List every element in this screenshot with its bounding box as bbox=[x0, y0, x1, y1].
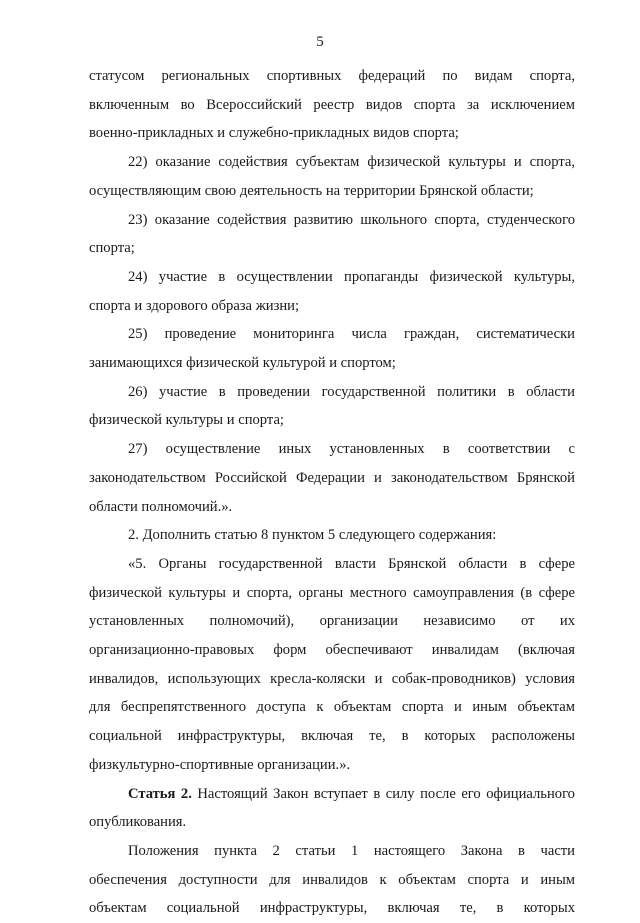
text-line: физической культуры и спорта, органы местного самоуправления (в сфере bbox=[89, 584, 575, 601]
text-line: 23) оказание содействия развитию школьного спорта, студенческого bbox=[128, 211, 575, 228]
page-number: 5 bbox=[316, 34, 324, 50]
text-line bbox=[89, 780, 575, 809]
paragraph-amendment-2 bbox=[89, 521, 575, 550]
text-line: объектам социальной инфраструктуры, включая те, в которых bbox=[89, 900, 575, 917]
text-line: спорта; bbox=[89, 240, 135, 257]
paragraph-article-2 bbox=[89, 780, 575, 837]
text-line: физической культуры и спорта; bbox=[89, 412, 284, 429]
paragraph-item-26 bbox=[89, 378, 575, 435]
text-line: законодательством Российской Федерации и законодательством Брянской bbox=[89, 469, 575, 486]
paragraph-item-22 bbox=[89, 148, 575, 205]
text-line: обеспечения доступности для инвалидов к объектам спорта и иным bbox=[89, 871, 575, 888]
text-line: области полномочий.». bbox=[89, 498, 233, 515]
text-line: 22) оказание содействия субъектам физической культуры и спорта, bbox=[128, 154, 575, 171]
paragraph-item-23 bbox=[89, 206, 575, 263]
text-line: занимающихся физической культурой и спортом; bbox=[89, 355, 396, 372]
paragraph-item-25 bbox=[89, 320, 575, 377]
text-line: социальной инфраструктуры, включая те, в которых расположены bbox=[89, 728, 575, 745]
article-heading: Статья 2. bbox=[128, 785, 192, 802]
article-text: Настоящий Закон вступает в силу после его официального bbox=[191, 785, 575, 802]
text-line: для беспрепятственного доступа к объектам спорта и иным объектам bbox=[89, 699, 575, 716]
text-line: 26) участие в проведении государственной политики в области bbox=[128, 383, 575, 400]
text-line: установленных полномочий), организации независимо от их bbox=[89, 613, 575, 630]
text-line: 24) участие в осуществлении пропаганды физической культуры, bbox=[128, 268, 575, 285]
text-line: включенным во Всероссийский реестр видов спорта за исключением bbox=[89, 96, 575, 113]
document-body bbox=[89, 62, 575, 923]
text-line: военно-прикладных и служебно-прикладных видов спорта; bbox=[89, 125, 459, 142]
paragraph-quote-5 bbox=[89, 550, 575, 780]
text-line: «5. Органы государственной власти Брянской области в сфере bbox=[128, 555, 575, 572]
paragraph-item-27 bbox=[89, 435, 575, 521]
paragraph-continuation bbox=[89, 62, 575, 148]
text-line: статусом региональных спортивных федераций по видам спорта, bbox=[89, 68, 575, 84]
text-line: Положения пункта 2 статьи 1 настоящего Закона в части bbox=[128, 842, 575, 859]
text-line: 2. Дополнить статью 8 пунктом 5 следующего содержания: bbox=[128, 527, 497, 544]
paragraph-closing bbox=[89, 837, 575, 923]
paragraph-item-24 bbox=[89, 263, 575, 320]
text-line: опубликования. bbox=[89, 814, 187, 831]
text-line: 25) проведение мониторинга числа граждан, систематически bbox=[128, 326, 575, 343]
text-line: осуществляющим свою деятельность на территории Брянской области; bbox=[89, 182, 534, 199]
text-line: инвалидов, использующих кресла-коляски и собак-проводников) условия bbox=[89, 670, 575, 687]
text-line: спорта и здорового образа жизни; bbox=[89, 297, 300, 314]
text-line: 27) осуществление иных установленных в соответствии с bbox=[128, 441, 575, 458]
text-line: физкультурно-спортивные организации.». bbox=[89, 756, 351, 773]
text-line: организационно-правовых форм обеспечивают инвалидам (включая bbox=[89, 642, 575, 659]
